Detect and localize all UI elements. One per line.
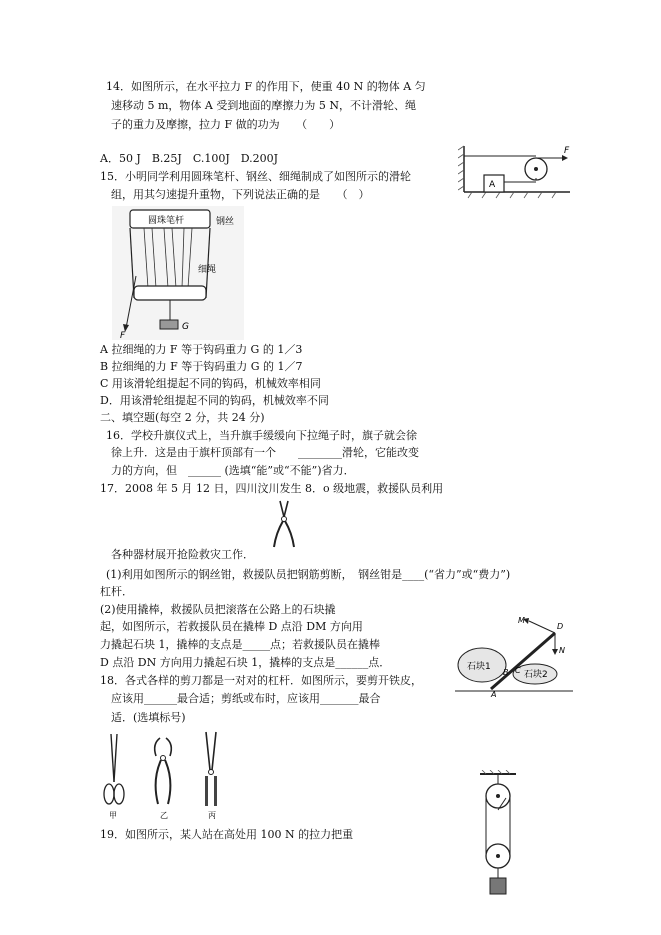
- pen-label: 圆珠笔杆: [148, 216, 185, 226]
- q14-line3: 子的重力及摩擦，拉力 F 做的功为 （ ）: [111, 118, 341, 131]
- q17-line7: 力撬起石块 1，撬棒的支点是_____点；若救援队员在撬棒: [100, 638, 380, 651]
- rope-label: 细绳: [198, 265, 217, 275]
- q14-line2: 速移动 5 m，物体 A 受到地面的摩擦力为 5 N，不计滑轮、绳: [111, 99, 416, 112]
- q16-line2: 徐上升．这是由于旗杆顶部有一个 ________滑轮，它能改变: [111, 446, 419, 459]
- q15-line2: 组，用其匀速提升重物，下列说法正确的是 （ ）: [111, 188, 370, 201]
- q18-line3: 适．(选填标号): [111, 711, 186, 724]
- pen-pulley-figure: [112, 206, 244, 340]
- q16-line1: 16．学校升旗仪式上，当升旗手缓缓向下拉绳子时，旗子就会徐: [106, 429, 417, 442]
- q17-line6: 起，如图所示，若救援队员在撬棒 D 点沿 DM 方向用: [100, 620, 363, 633]
- rock2-label: 石块2: [524, 670, 548, 680]
- c-label: C: [515, 666, 521, 675]
- weight-label: G: [182, 322, 189, 332]
- q18-line1: 18．各式各样的剪刀都是一对对的杠杆．如图所示，要剪开铁皮，: [100, 674, 422, 687]
- q15-option-c: C 用该滑轮组提起不同的钩码，机械效率相同: [100, 377, 321, 390]
- b-label: B: [503, 668, 509, 677]
- a-label: A: [491, 690, 497, 697]
- n-label: N: [559, 646, 565, 655]
- q15-option-a: A 拉细绳的力 F 等于钩码重力 G 的 1／3: [100, 343, 303, 356]
- block-label: A: [489, 180, 496, 190]
- q17-line4: 杠杆．: [100, 585, 133, 598]
- q17-line5: (2)使用撬棒，救援队员把滚落在公路上的石块撬: [100, 603, 336, 616]
- force-label: F: [564, 146, 570, 156]
- q16-line3: 力的方向，但 ______ (选填“能”或“不能”)省力．: [111, 464, 355, 477]
- label-jia: 甲: [109, 811, 117, 820]
- q15-option-d: D．用该滑轮组提起不同的钩码，机械效率不同: [100, 394, 329, 407]
- pliers-icon: [268, 499, 302, 549]
- q18-line2: 应该用______最合适；剪纸或布时，应该用_______最合: [111, 692, 381, 705]
- q17-line2: 各种器材展开抢险救灾工作．: [111, 548, 254, 561]
- m-label: M: [518, 616, 525, 625]
- q19-line1: 19．如图所示，某人站在高处用 100 N 的拉力把重: [100, 828, 354, 841]
- q14-options: A．50 J B.25J C.100J D.200J: [100, 152, 279, 165]
- d-label: D: [557, 622, 564, 631]
- q15-line1: 15．小明同学利用圆珠笔杆、钢丝、细绳制成了如图所示的滑轮: [100, 170, 411, 183]
- label-bing: 丙: [208, 811, 216, 820]
- rock1-label: 石块1: [467, 662, 491, 672]
- q17-line1: 17．2008 年 5 月 12 日，四川汶川发生 8．o 级地震，救援队员利用: [100, 482, 444, 495]
- q14-line1: 14．如图所示，在水平拉力 F 的作用下，使重 40 N 的物体 A 匀: [106, 80, 426, 93]
- pulley-block-figure: [458, 142, 578, 200]
- q15-option-b: B 拉细绳的力 F 等于钩码重力 G 的 1／7: [100, 360, 303, 373]
- force-label: F: [120, 331, 126, 340]
- q17-line8: D 点沿 DN 方向用力撬起石块 1，撬棒的支点是______点．: [100, 656, 391, 669]
- crowbar-figure: [455, 613, 573, 697]
- scissors-figure: [100, 730, 235, 820]
- wire-label: 钢丝: [216, 217, 235, 227]
- q17-line3: (1)利用如图所示的钢丝钳，救援队员把钢筋剪断， 钢丝钳是____(“省力”或“费力”): [106, 568, 511, 581]
- pulley-system-figure: [476, 770, 520, 900]
- label-yi: 乙: [160, 811, 168, 820]
- section-heading: 二、填空题(每空 2 分，共 24 分): [100, 411, 265, 424]
